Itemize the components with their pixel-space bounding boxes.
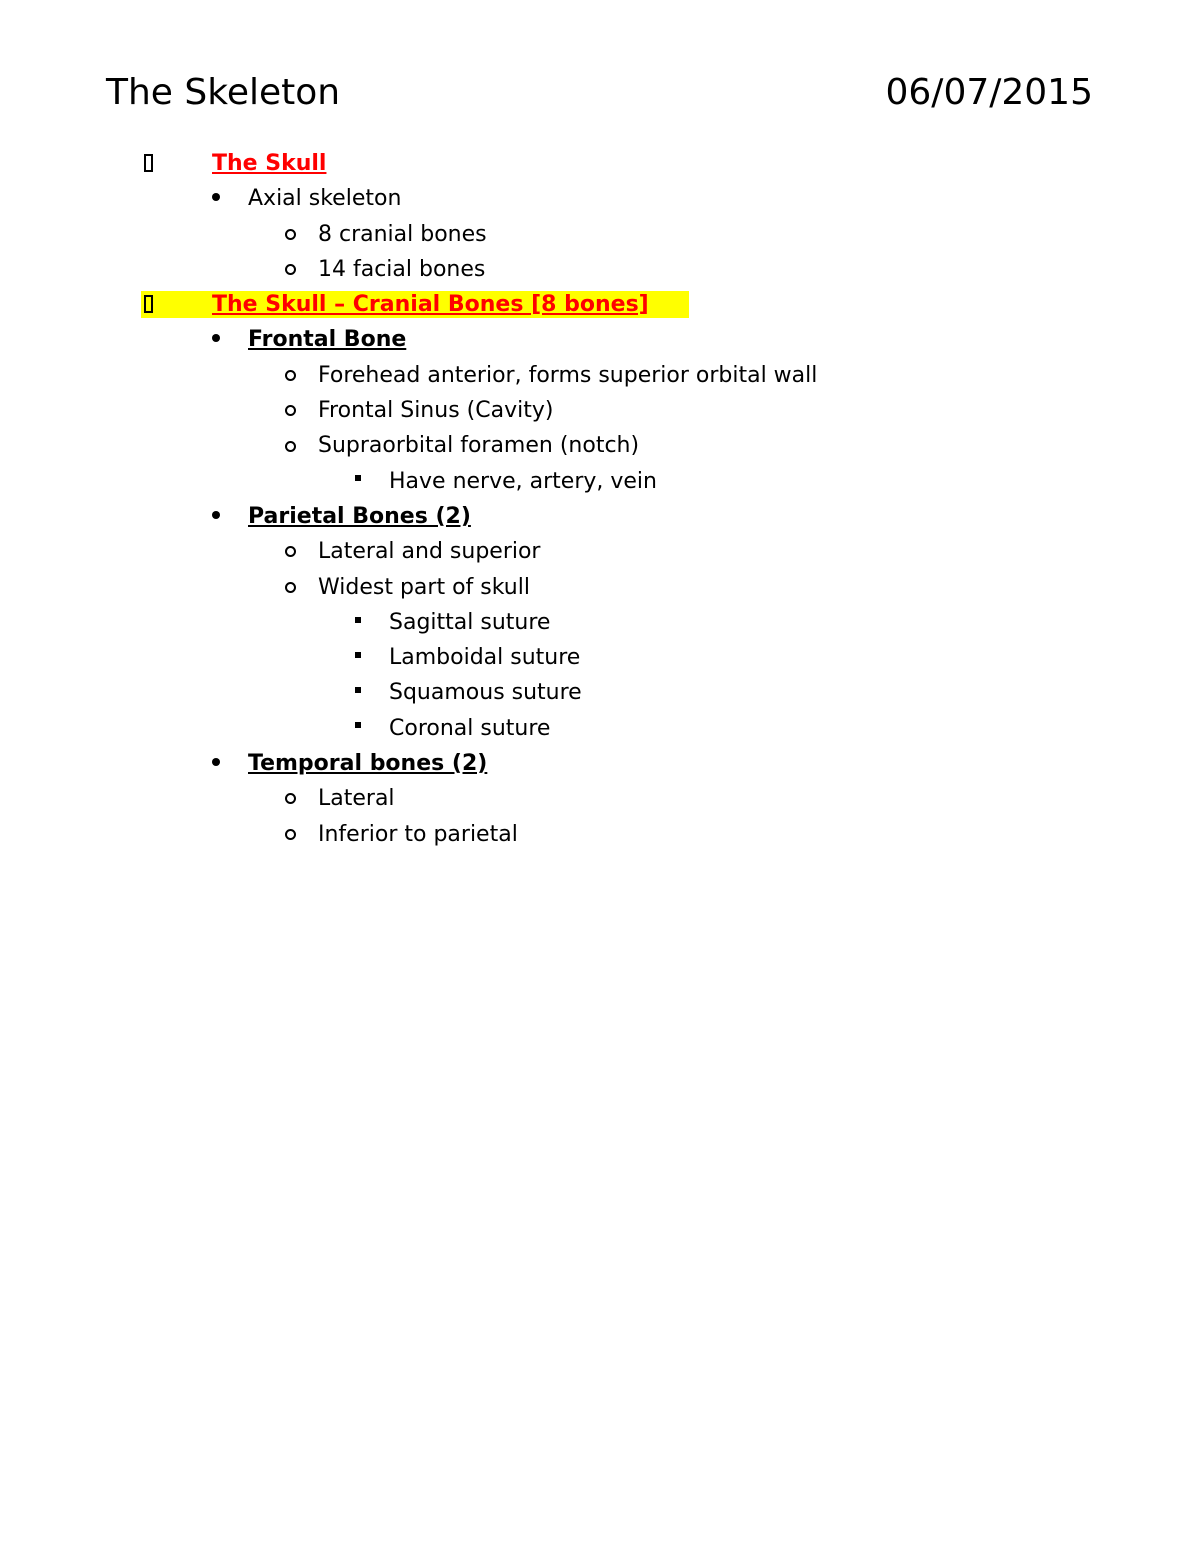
outline-item-level-3 [0,464,1200,499]
circle-bullet-icon [285,546,296,557]
disc-bullet-icon [212,511,220,519]
bullet-marker [281,570,299,605]
outline-item-level-3 [0,605,1200,640]
bullet-marker [141,146,155,181]
outline-item-level-2 [0,534,1200,569]
circle-bullet-icon [285,264,296,275]
bullet-marker [281,252,299,287]
section-heading [0,287,1200,322]
circle-bullet-icon [285,582,296,593]
outline-item-level-1 [0,746,1200,781]
circle-bullet-icon [285,793,296,804]
outline-item-level-2 [0,781,1200,816]
outline-item-level-2 [0,570,1200,605]
outline-item-level-2 [0,358,1200,393]
circle-bullet-icon [285,405,296,416]
circle-bullet-icon [285,829,296,840]
outline-item-text: Have nerve, artery, vein [389,468,657,494]
outline-item-text: Frontal Sinus (Cavity) [318,398,554,424]
disc-bullet-icon [212,193,220,201]
outline-item-level-2 [0,217,1200,252]
circle-bullet-icon [285,370,296,381]
outline-item-text: Inferior to parietal [318,821,518,847]
outline-item-level-1 [0,181,1200,216]
disc-bullet-icon [212,334,220,342]
outline-item-level-2 [0,393,1200,428]
outline-item-text: The Skull [212,151,327,176]
square-bullet-icon [355,722,361,728]
outline-item-text: 8 cranial bones [318,221,487,247]
outline-item-text: Supraorbital foramen (notch) [318,433,640,459]
outline-item-text: Frontal Bone [248,327,407,353]
outline-item-text: Coronal suture [389,715,551,741]
bullet-marker [350,711,366,746]
bullet-marker [281,781,299,816]
outline-item-text: Sagittal suture [389,609,551,635]
section-heading [0,146,1200,181]
bullet-marker [208,746,224,781]
page-date: 06/07/2015 [885,72,1093,113]
box-bullet-icon [144,154,153,172]
outline-item-level-3 [0,640,1200,675]
bullet-marker [141,287,155,322]
outline-item-text: Axial skeleton [248,186,402,212]
outline-item-level-1 [0,499,1200,534]
outline-item-level-2 [0,428,1200,463]
bullet-marker [208,499,224,534]
bullet-marker [281,217,299,252]
outline-item-level-2 [0,252,1200,287]
circle-bullet-icon [285,229,296,240]
disc-bullet-icon [212,758,220,766]
bullet-marker [281,534,299,569]
outline-item-text: Forehead anterior, forms superior orbital wall [318,362,818,388]
outline-item-level-2 [0,817,1200,852]
outline-item-level-1 [0,322,1200,357]
outline-item-text: Lateral and superior [318,539,541,565]
square-bullet-icon [355,475,361,481]
square-bullet-icon [355,652,361,658]
box-bullet-icon [144,295,153,313]
outline-item-text: Lateral [318,786,395,812]
outline-item-text: Squamous suture [389,680,582,706]
outline-item-text: Lamboidal suture [389,645,581,671]
bullet-marker [350,605,366,640]
square-bullet-icon [355,617,361,623]
outline-item-level-3 [0,711,1200,746]
bullet-marker [208,322,224,357]
bullet-marker [281,393,299,428]
bullet-marker [350,464,366,499]
bullet-marker [281,817,299,852]
bullet-marker [350,640,366,675]
bullet-marker [350,675,366,710]
outline-item-text: Widest part of skull [318,574,530,600]
outline-item-level-3 [0,675,1200,710]
outline-item-text: Temporal bones (2) [248,751,488,777]
page-header [106,68,1093,118]
page-title: The Skeleton [106,72,341,113]
bullet-marker [281,358,299,393]
bullet-marker [208,181,224,216]
bullet-marker [281,428,299,463]
outline-item-text: 14 facial bones [318,256,486,282]
notes-outline [0,146,1200,852]
circle-bullet-icon [285,441,296,452]
outline-item-text: The Skull – Cranial Bones [8 bones] [212,292,649,318]
square-bullet-icon [355,687,361,693]
outline-item-text: Parietal Bones (2) [248,503,471,529]
